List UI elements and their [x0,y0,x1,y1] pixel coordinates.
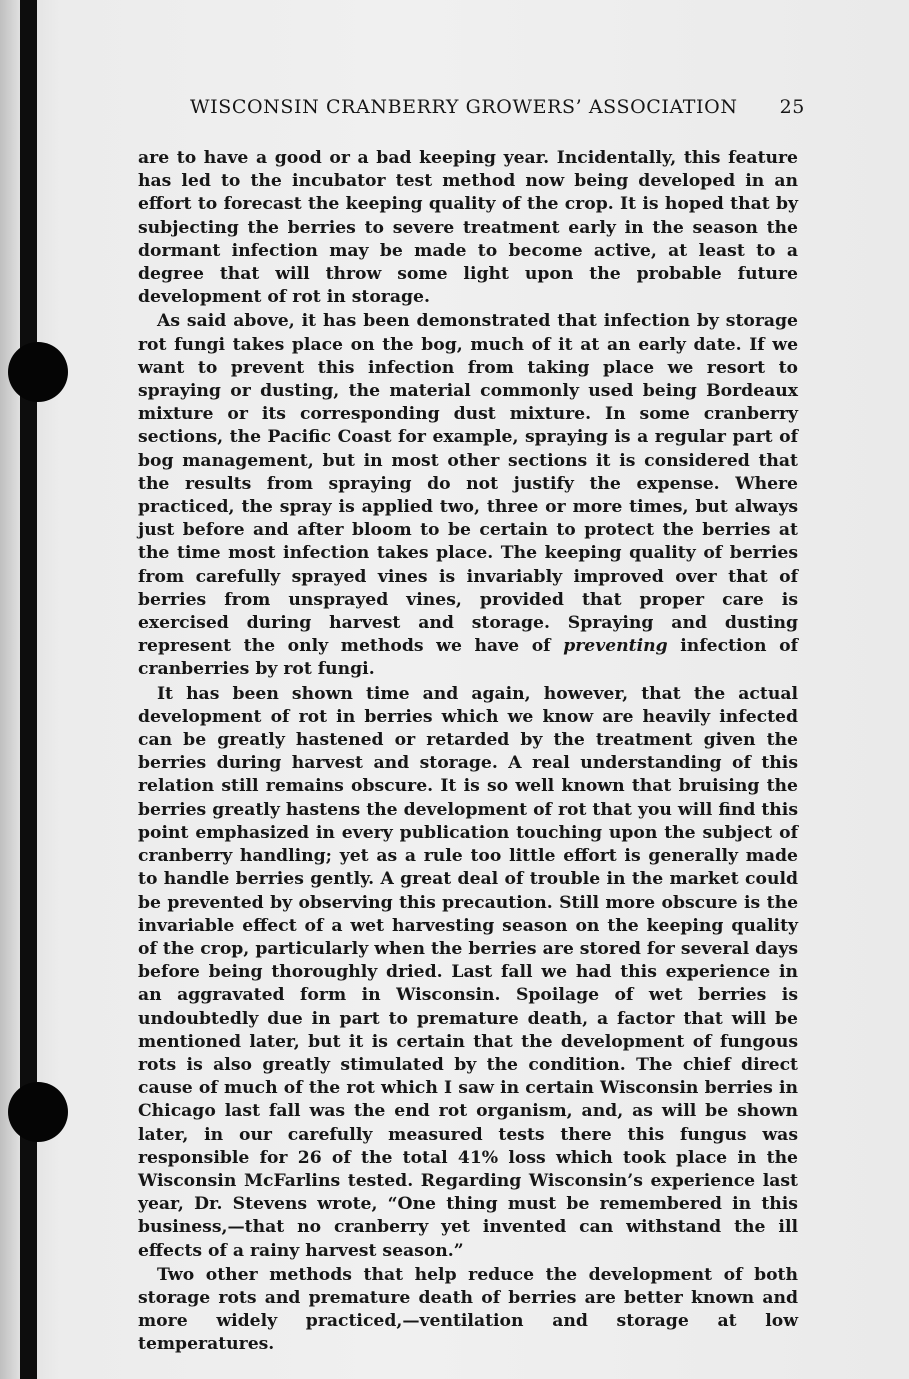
binding-edge [20,0,37,1379]
binding-ring-top [8,342,68,402]
binding-ring-bottom [8,1082,68,1142]
page-number: 25 [779,96,805,118]
body-text [138,147,798,1357]
paragraph-2-text: As said above, it has been demonstrated that infection by storage rot fungi takes place on the bog, much of it at an early date. If we want to prevent this infection from taking place we resort to spraying or dusting, the material commonly used being Bordeaux mixture or its corresponding dust mixture. In some cranberry sections, the Pacific Coast for example, spraying is a regular part of bog management, but in most other sections it is considered that the results from spraying do not justify the expense. Where practiced, the spray is applied two, three or more times, but always just before and after bloom to be certain to protect the berries at the time most infection takes place. The keeping quality of berries from carefully sprayed vines is invariably improved over that of berries from unsprayed vines, provided that proper care is exercised during harvest and storage. Spraying and dusting represent the only methods we have of [138,311,798,657]
paragraph-2 [138,310,798,681]
paragraph-4: Two other methods that help reduce the development of both storage rots and premature death of berries are better known and more widely practiced,—ventilation and storage at low temperatures. [138,1264,798,1355]
paragraph-3: It has been shown time and again, however, that the actual development of rot in berries which we know are heavily infected can be greatly hastened or retarded by the treatment given the berries during harvest and storage. A real understanding of this relation still remains obscure. It is so well known that bruising the berries greatly hastens the development of rot that you will find this point emphasized in every publication touching upon the subject of cranberry handling; yet as a rule too little effort is generally made to handle berries gently. A great deal of trouble in the market could be prevented by observing this precaution. Still more obscure is the invariable effect of a wet harvesting season on the keeping quality of the crop, particularly when the berries are stored for several days before being thoroughly dried. Last fall we had this experience in an aggravated form in Wisconsin. Spoilage of wet berries is undoubtedly due in part to premature death, a factor that will be mentioned later, but it is certain that the development of fungous rots is also greatly stimulated by the condition. The chief direct cause of much of the rot which I saw in certain Wisconsin berries in Chicago last fall was the end rot organism, and, as will be shown later, in our carefully measured tests there this fungus was responsible for 26 of the total 41% loss which took place in the Wisconsin McFarlins tested. Regarding Wisconsin’s experience last year, Dr. Stevens wrote, “One thing must be remembered in this business,—that no cranberry yet invented can withstand the ill effects of a rainy harvest season.” [138,683,798,1261]
running-header-title: WISCONSIN CRANBERRY GROWERS’ ASSOCIATION [190,96,738,118]
binding-shadow [0,0,20,1379]
paragraph-2-emphasis: preventing [563,636,668,657]
paragraph-1: are to have a good or a bad keeping year. Incidentally, this feature has led to the incubator test method now being developed in an effort to forecast the keeping quality of the crop. It is hoped that by subjecting the berries to severe treatment early in the season the dormant infection may be made to become active, at least to a degree that will throw some light upon the probable future development of rot in storage. [138,148,798,308]
paragraph-2-text-end: infection of cranberries by rot fungi. [138,636,799,680]
